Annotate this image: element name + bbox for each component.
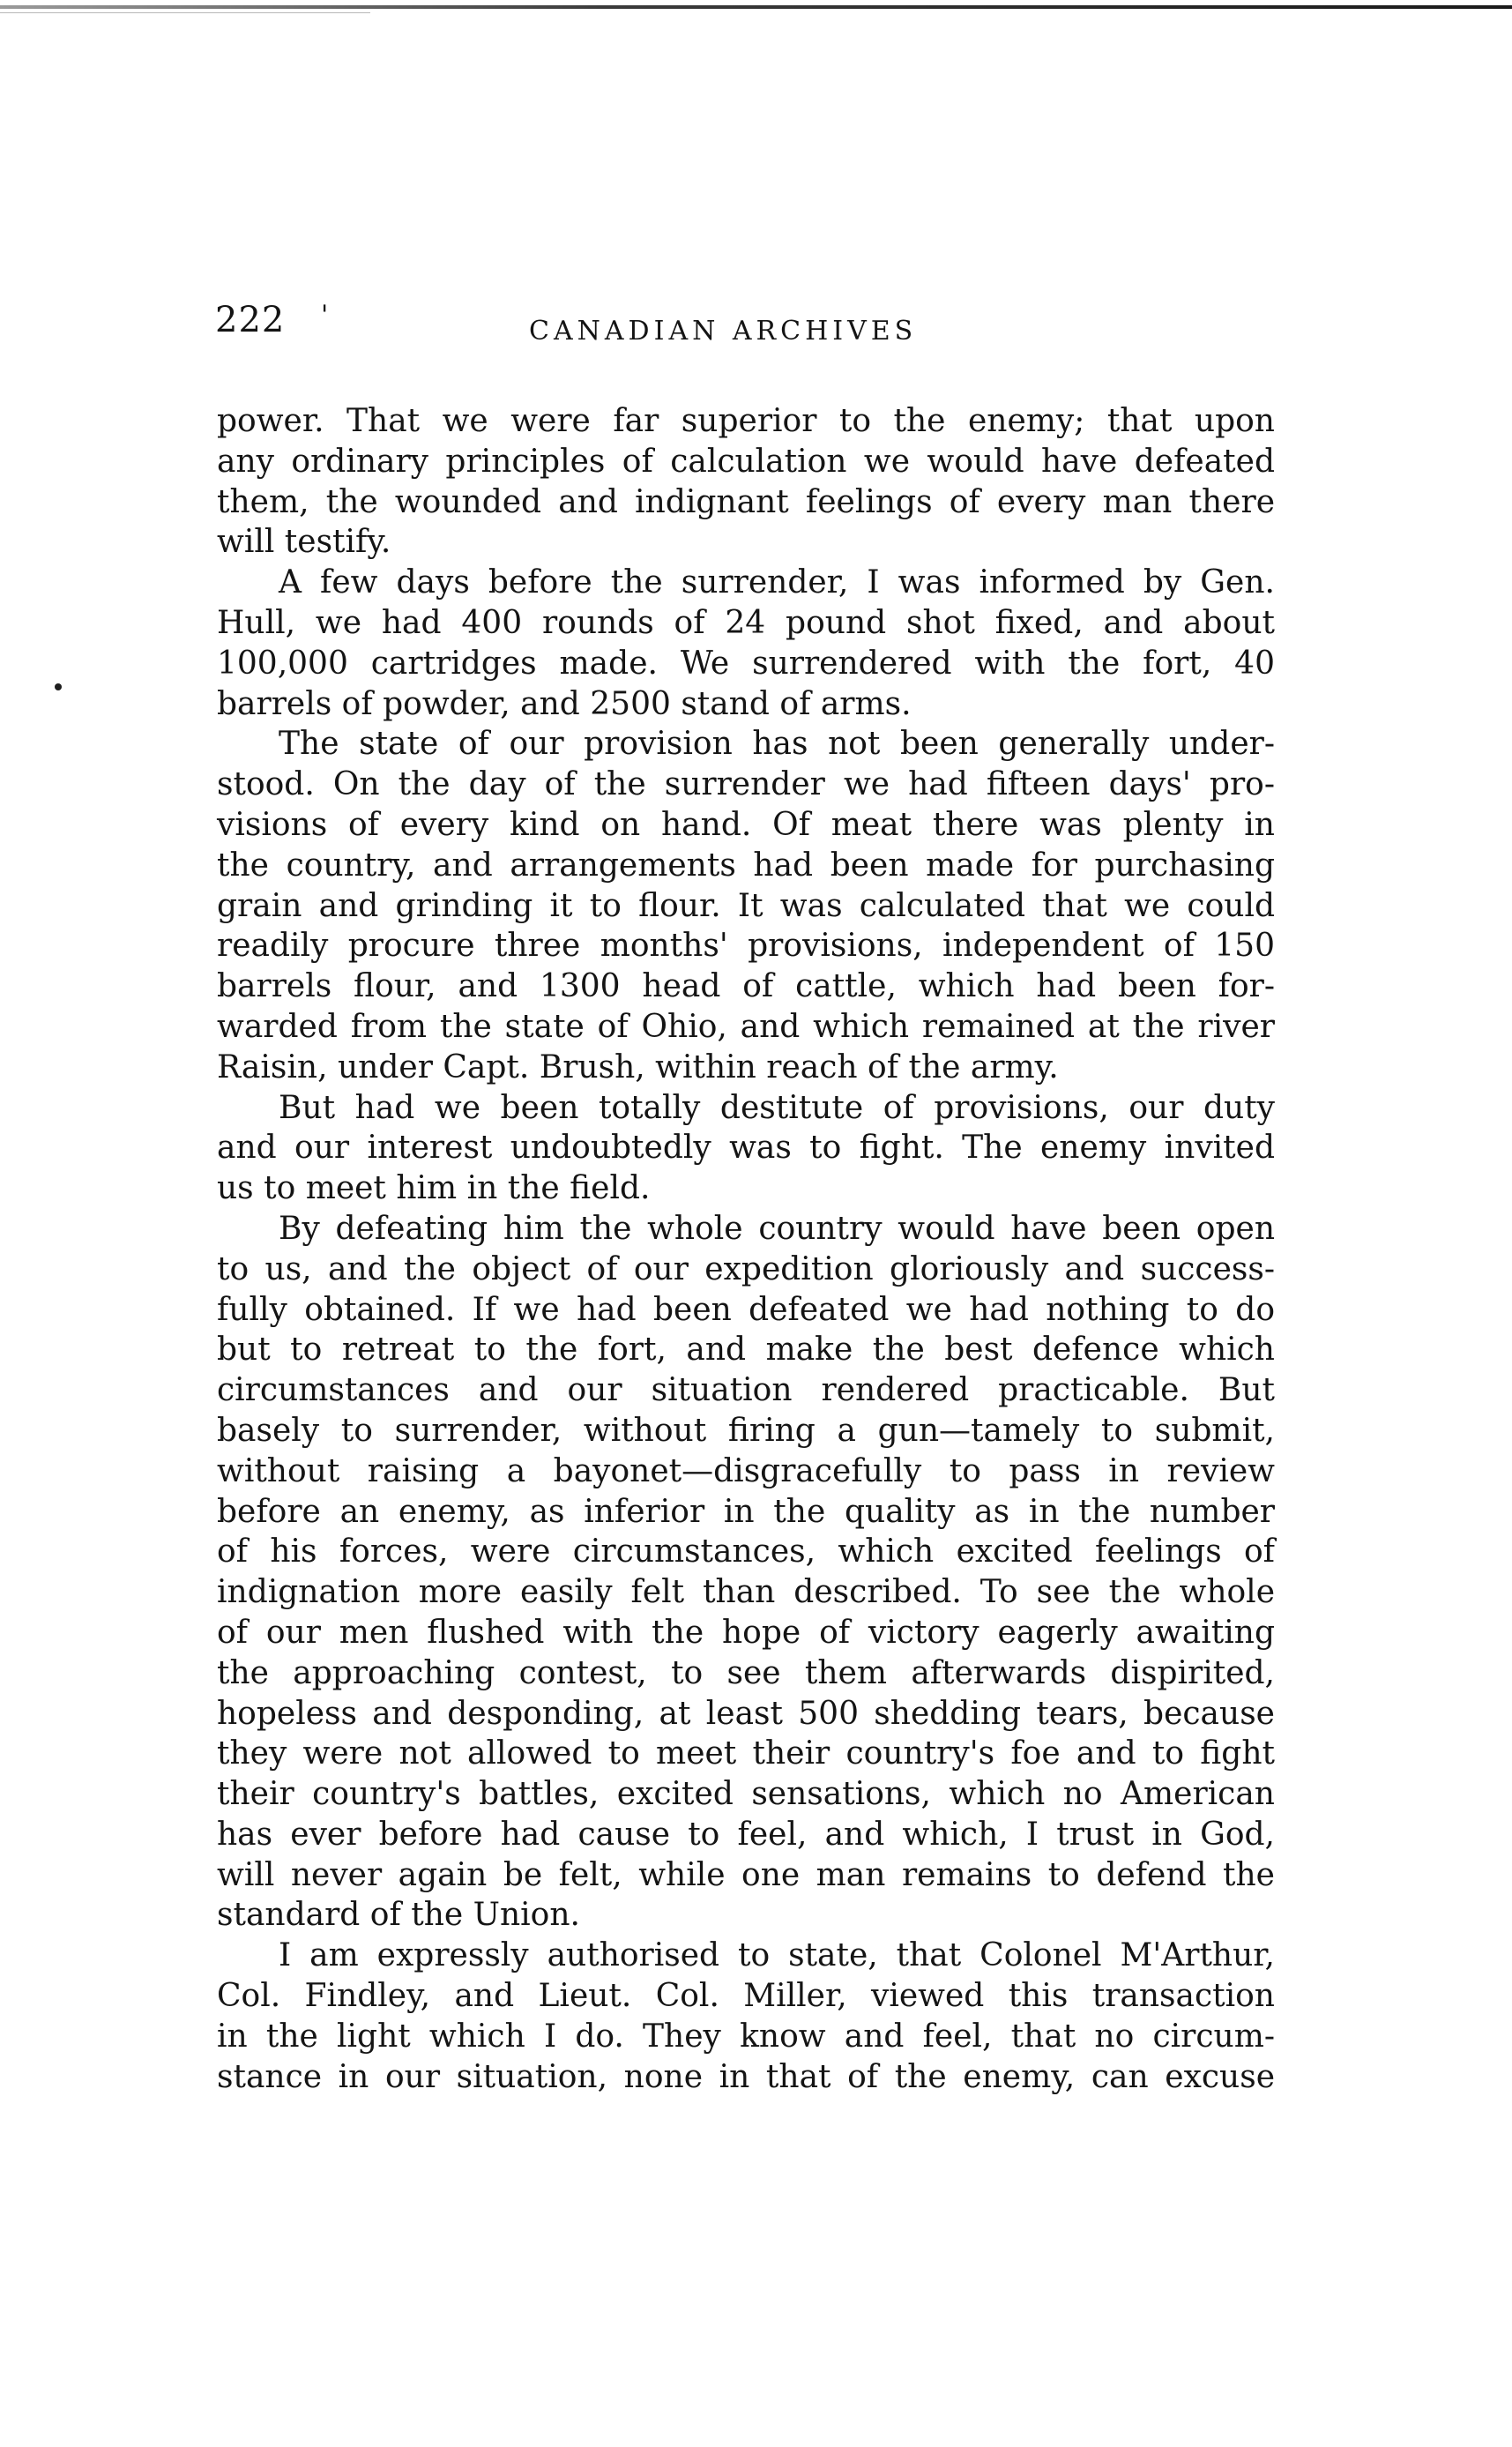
text-line: their country's battles, excited sensations, which no American [217, 1776, 1275, 1813]
text-line: and our interest undoubtedly was to fight. The enemy invited [217, 1130, 1275, 1167]
paragraph-end-line: will testify. [217, 524, 391, 561]
text-line: basely to surrender, without firing a gun—tamely to submit, [217, 1412, 1275, 1449]
text-line: them, the wounded and indignant feelings of every man there [217, 483, 1275, 520]
paragraph-start-line: A few days before the surrender, I was informed by Gen. [279, 564, 1275, 601]
text-line: 100,000 cartridges made. We surrendered with the fort, 40 [217, 645, 1275, 682]
paragraph-start-line: The state of our provision has not been generally under- [279, 726, 1275, 763]
text-line: power. That we were far superior to the enemy; that upon [217, 403, 1275, 439]
paragraph-start-line: But had we been totally destitute of provisions, our duty [279, 1089, 1275, 1126]
text-line: barrels flour, and 1300 head of cattle, which had been for- [217, 968, 1275, 1005]
paragraph-start-line: I am expressly authorised to state, that Colonel M'Arthur, [279, 1937, 1275, 1974]
text-line: fully obtained. If we had been defeated we had nothing to do [217, 1291, 1275, 1328]
text-line: warded from the state of Ohio, and which remained at the river [217, 1008, 1275, 1045]
text-line: stance in our situation, none in that of the enemy, can excuse [217, 2058, 1275, 2095]
text-line: circumstances and our situation rendered practicable. But [217, 1372, 1275, 1409]
text-line: in the light which I do. They know and feel, that no circum- [217, 2018, 1275, 2055]
text-line: without raising a bayonet—disgracefully to pass in review [217, 1452, 1275, 1489]
text-line: indignation more easily felt than described. To see the whole [217, 1574, 1275, 1611]
text-line: grain and grinding it to flour. It was calculated that we could [217, 887, 1275, 924]
text-line: to us, and the object of our expedition gloriously and success- [217, 1250, 1275, 1287]
top-border-rule [0, 5, 1512, 9]
paragraph-end-line: barrels of powder, and 2500 stand of arms. [217, 685, 912, 722]
paragraph-end-line: us to meet him in the field. [217, 1170, 651, 1207]
paragraph-end-line: standard of the Union. [217, 1897, 580, 1934]
text-line: but to retreat to the fort, and make the best defence which [217, 1332, 1275, 1369]
body-text [217, 401, 1275, 2097]
text-line: any ordinary principles of calculation we would have defeated [217, 443, 1275, 480]
top-border-hairline [0, 12, 370, 13]
page-number: 222 [215, 300, 286, 340]
text-line: the country, and arrangements had been made for purchasing [217, 847, 1275, 884]
running-title: CANADIAN ARCHIVES [529, 316, 918, 347]
text-line: will never again be felt, while one man remains to defend the [217, 1856, 1275, 1893]
text-line: of his forces, were circumstances, which excited feelings of [217, 1533, 1275, 1570]
text-line: before an enemy, as inferior in the quality as in the number [217, 1493, 1275, 1530]
paragraph-start-line: By defeating him the whole country would have been open [279, 1210, 1275, 1247]
text-line: the approaching contest, to see them afterwards dispirited, [217, 1654, 1275, 1691]
text-line: stood. On the day of the surrender we had fifteen days' pro- [217, 766, 1275, 803]
page-number-tick-mark: ' [321, 300, 329, 331]
text-line: has ever before had cause to feel, and which, I trust in God, [217, 1816, 1275, 1853]
text-line: they were not allowed to meet their country's foe and to fight [217, 1735, 1275, 1772]
paragraph-end-line: Raisin, under Capt. Brush, within reach of the army. [217, 1048, 1059, 1085]
text-line: Col. Findley, and Lieut. Col. Miller, viewed this transaction [217, 1978, 1275, 2015]
text-line: readily procure three months' provisions, independent of 150 [217, 928, 1275, 965]
text-line: visions of every kind on hand. Of meat there was plenty in [217, 806, 1275, 843]
margin-ink-dot [55, 683, 62, 690]
text-line: hopeless and desponding, at least 500 shedding tears, because [217, 1695, 1275, 1732]
text-line: Hull, we had 400 rounds of 24 pound shot fixed, and about [217, 604, 1275, 641]
text-line: of our men flushed with the hope of victory eagerly awaiting [217, 1614, 1275, 1651]
